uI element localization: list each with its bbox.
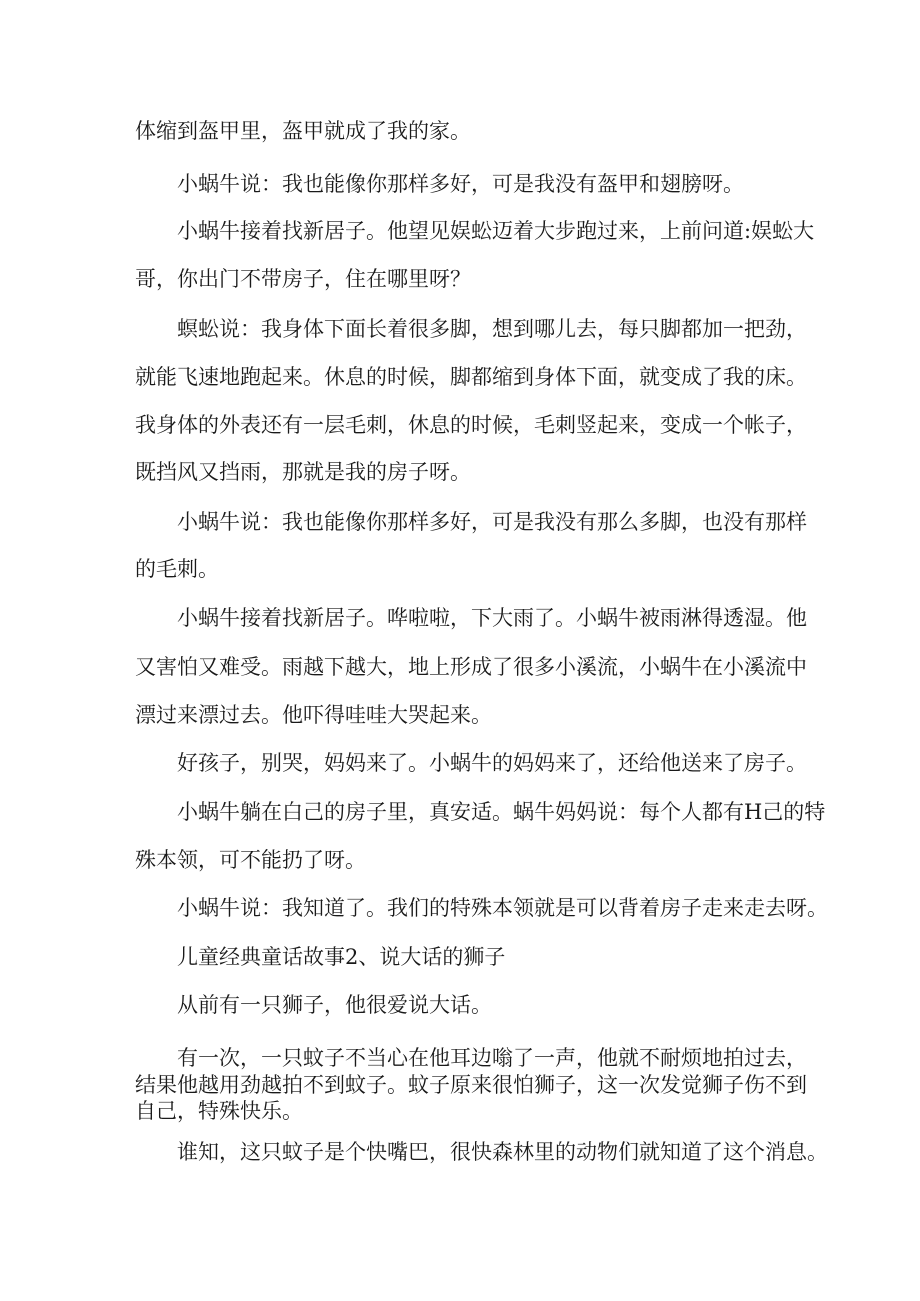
section-heading: 儿童经典童话故事2、说大话的狮子 [177,945,506,969]
text-line: 的毛刺。 [135,557,219,581]
text-line: 从前有一只狮子，他很爱说大话。 [177,993,492,1017]
text-line: 哥，你出门不带房子，住在哪里呀？ [135,267,471,291]
text-line: 殊本领，可不能扔了呀。 [135,848,366,872]
text-line: 就能飞速地跑起来。休息的时候，脚都缩到身体下面，就变成了我的床。 [135,365,807,389]
text-line: 漂过来漂过去。他吓得哇哇大哭起来。 [135,703,492,727]
text-line: 小蜗牛接着找新居子。他望见娱蚣迈着大步跑过来，上前问道:娱蚣大 [177,219,815,243]
text-line: 小蜗牛躺在白己的房子里，真安适。蜗牛妈妈说：每个人都有H己的特 [177,800,826,824]
text-line: 螟蚣说：我身体下面长着很多脚，想到哪儿去，每只脚都加一把劲， [177,317,807,341]
text-line: 小蜗牛说：我也能像你那样多好，可是我没有那么多脚，也没有那样 [177,510,807,534]
text-line: 体缩到盔甲里，盔甲就成了我的家。 [135,119,471,143]
text-line: 结果他越用劲越拍不到蚊子。蚊子原来很怕狮子，这一次发觉狮子伤不到 [135,1073,807,1097]
text-line: 好孩子，别哭，妈妈来了。小蜗牛的妈妈来了，还给他送来了房子。 [177,751,807,775]
text-line: 我身体的外表还有一层毛刺，休息的时候，毛刺竖起来，变成一个帐子， [135,413,807,437]
text-line: 既挡风又挡雨，那就是我的房子呀。 [135,460,471,484]
text-line: 有一次，一只蚊子不当心在他耳边嗡了一声，他就不耐烦地拍过去， [177,1046,807,1070]
text-line: 小蜗牛接着找新居子。哗啦啦，下大雨了。小蜗牛被雨淋得透湿。他 [177,606,807,630]
text-line: 自己，特殊快乐。 [135,1099,303,1123]
text-line: 谁知，这只蚊子是个快嘴巴，很快森林里的动物们就知道了这个消息。 [177,1140,828,1164]
text-line: 小蜗牛说：我知道了。我们的特殊本领就是可以背着房子走来走去呀。 [177,896,828,920]
text-line: 又害怕又难受。雨越下越大，地上形成了很多小溪流，小蜗牛在小溪流中 [135,655,807,679]
text-line: 小蜗牛说：我也能像你那样多好，可是我没有盔甲和翅膀呀。 [177,172,744,196]
